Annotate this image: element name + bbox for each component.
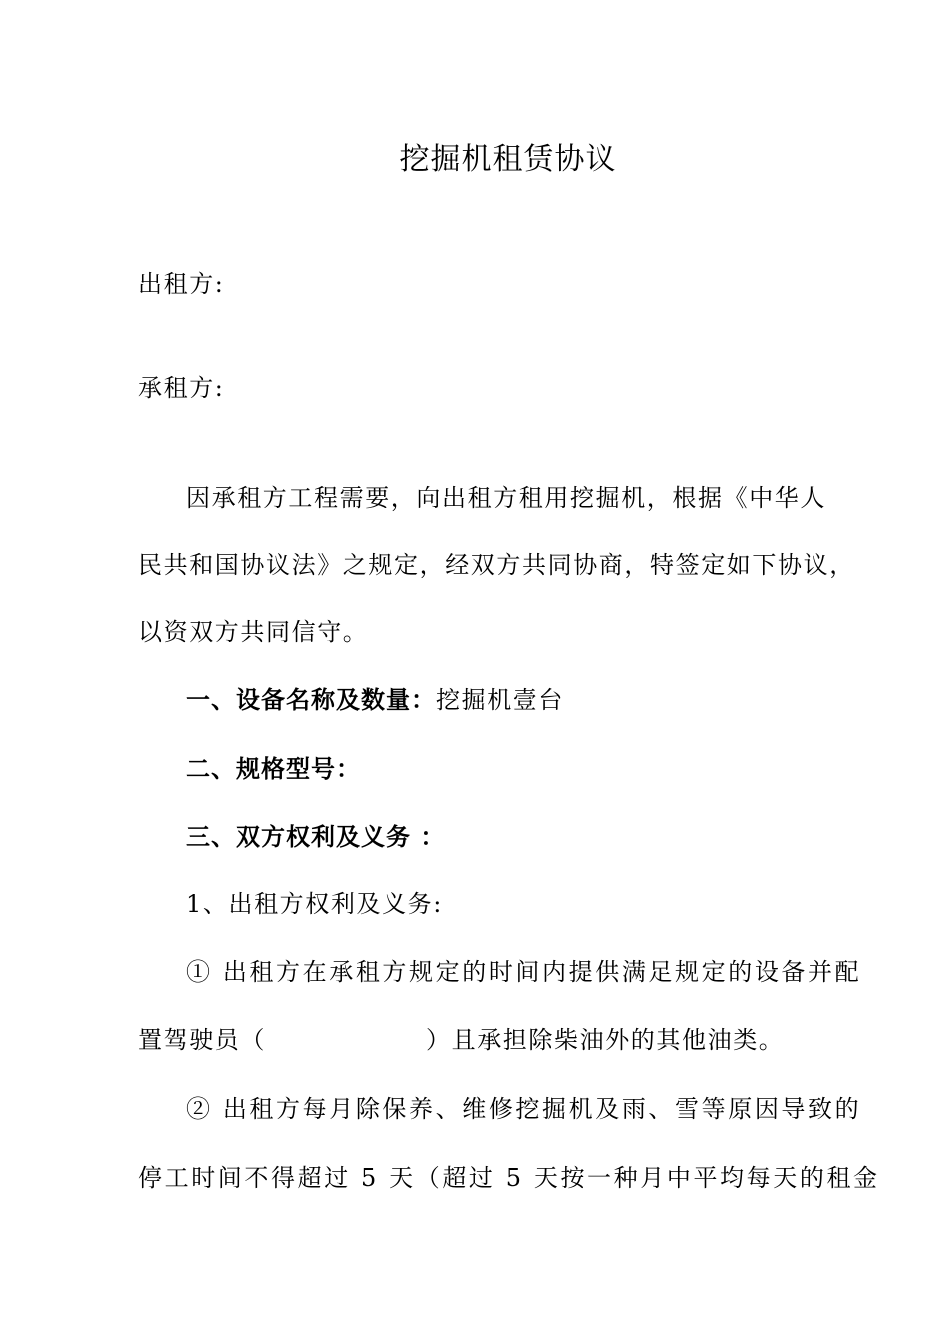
intro-line-3: 以资双方共同信守。 <box>138 618 369 646</box>
section-2-heading: 二、规格型号： <box>186 755 361 783</box>
intro-line-1: 因承租方工程需要，向出租方租用挖掘机，根据《中华人 <box>186 484 826 512</box>
clause-2-line-1: ② 出租方每月除保养、维修挖掘机及雨、雪等原因导致的 <box>186 1095 862 1123</box>
intro-line-2: 民共和国协议法》之规定，经双方共同协商，特签定如下协议， <box>138 551 855 579</box>
section-1-heading: 一、设备名称及数量： <box>186 686 436 714</box>
document-title: 挖掘机租赁协议 <box>399 142 617 177</box>
section-1-value: 挖掘机壹台 <box>436 686 564 714</box>
section-1 <box>186 684 564 716</box>
lessor-label: 出租方: <box>138 270 225 298</box>
lessee-label: 承租方: <box>138 374 225 402</box>
clause-1-line-2-end: ）且承担除柴油外的其他油类。 <box>426 1026 785 1054</box>
section-3-heading: 三、双方权利及义务 ： <box>186 823 446 851</box>
clause-2-line-2: 停工时间不得超过 5 天（超过 5 天按一种月中平均每天的租金 <box>138 1164 880 1192</box>
item-1-heading: 1、出租方权利及义务: <box>186 890 443 918</box>
clause-1-line-1: ① 出租方在承租方规定的时间内提供满足规定的设备并配 <box>186 958 862 986</box>
clause-1-line-2 <box>138 1024 784 1056</box>
clause-1-line-2-start: 置驾驶员（ <box>138 1026 266 1054</box>
